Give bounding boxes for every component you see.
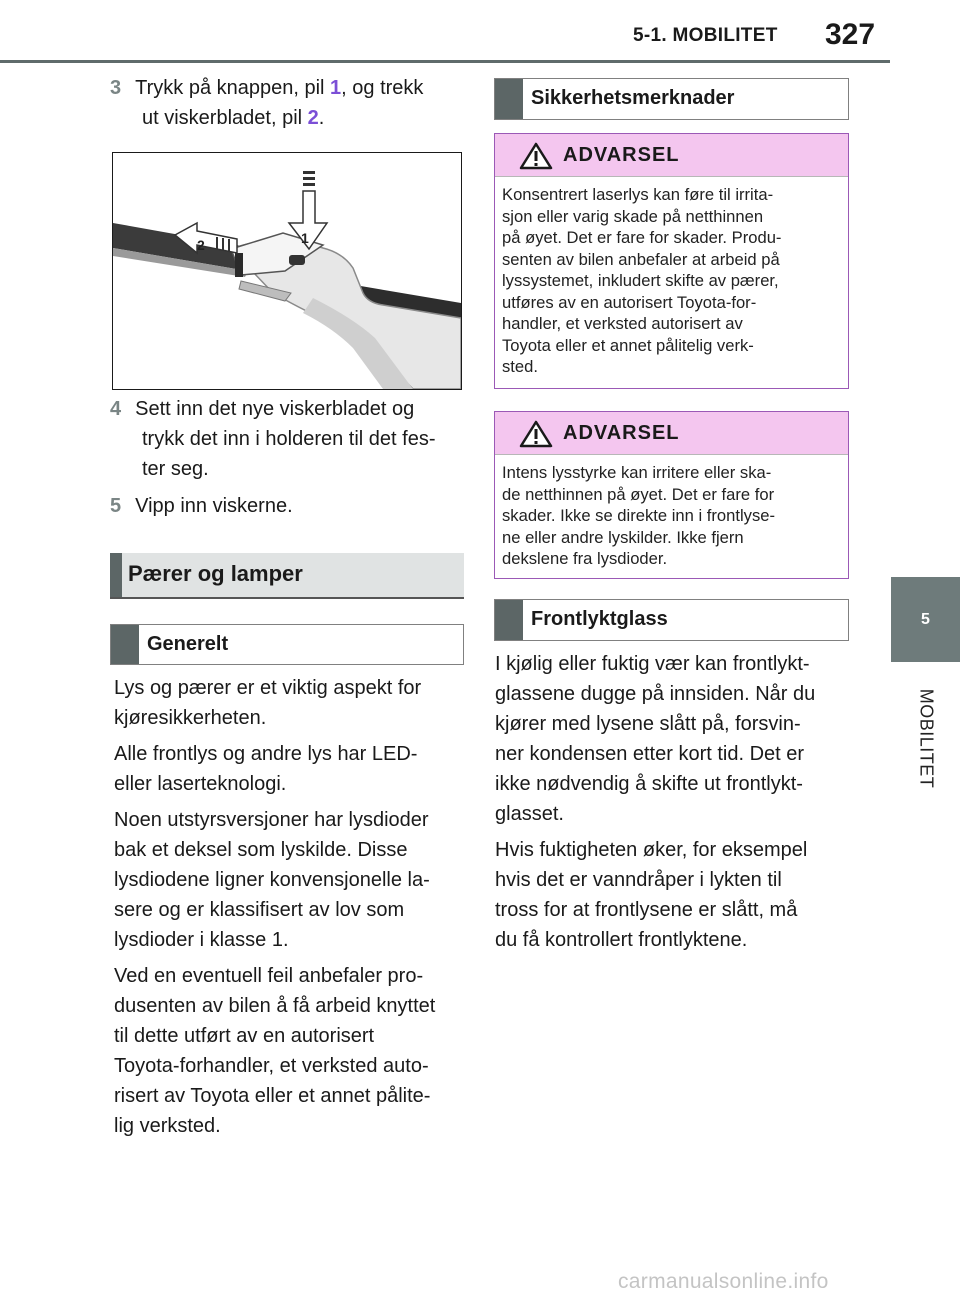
step-number: 4 xyxy=(110,398,122,420)
heading-accent-bar xyxy=(110,553,122,597)
warning-text: Konsentrert laserlys kan føre til irrita- sjon eller varig skade på netthinnen på øyet. Det er fare for skader. Produ- senten av bilen anbefaler at arbeid på lyssystemet, inkludert skifte av pærer, utføres av en autorisert Toyota-for- handler, et verksted autorisert av Toyota eller et annet pålitelig verk- sted. xyxy=(502,185,782,376)
page-number: 327 xyxy=(825,18,876,51)
step-4: 4 Sett inn det nye viskerbladet og trykk det inn i holderen til det fes- ter seg. xyxy=(110,398,436,480)
arrow-ref-2: 2 xyxy=(307,107,319,129)
arrow-ref-1: 1 xyxy=(330,77,342,99)
wiper-blade-illustration xyxy=(113,153,461,389)
watermark: carmanualsonline.info xyxy=(618,1270,829,1293)
subsection-heading-general xyxy=(110,624,464,665)
right-body-text xyxy=(495,649,855,955)
figure-callout-2: 2 xyxy=(197,237,205,253)
subsection-title: Generelt xyxy=(147,633,229,655)
section-title: Pærer og lamper xyxy=(128,561,303,586)
chapter-tab-label: MOBILITET xyxy=(916,688,937,788)
warning-triangle-icon xyxy=(519,142,553,170)
paragraph: Lys og pærer er et viktig aspekt for kjøresikkerheten. xyxy=(114,677,422,729)
warning-label: ADVARSEL xyxy=(563,144,680,166)
paragraph: I kjølig eller fuktig vær kan frontlykt- glassene dugge på innsiden. Når du kjører med lysene slått på, forsvin- ner kondensen etter kort tid. Det er ikke nødvendig å skifte ut frontlykt- glasset. xyxy=(495,653,816,825)
heading-title: Frontlyktglass xyxy=(531,608,668,630)
warning-header xyxy=(495,134,848,177)
step-3: 3 Trykk på knappen, pil 1, og trekk ut viskerbladet, pil 2. xyxy=(110,77,424,129)
step-number: 5 xyxy=(110,495,122,517)
warning-box-laser xyxy=(494,133,849,389)
paragraph: Noen utstyrsversjoner har lysdioder bak et deksel som lyskilde. Disse lysdiodene ligner konvensjonelle la- sere og er klassifisert av lov som lysdioder i klasse 1. xyxy=(114,809,430,951)
heading-title: Sikkerhetsmerknader xyxy=(531,87,735,109)
header-rule xyxy=(0,60,890,63)
section-heading-lamps xyxy=(110,553,464,599)
warning-triangle-icon xyxy=(519,420,553,448)
step-5: 5 Vipp inn viskerne. xyxy=(110,495,293,517)
chapter-tab-number: 5 xyxy=(891,577,960,662)
figure-callout-1: 1 xyxy=(301,230,309,246)
wiper-blade-figure xyxy=(112,152,462,390)
paragraph: Ved en eventuell feil anbefaler pro- dusenten av bilen å få arbeid knyttet til dette utført av en autorisert Toyota-forhandler, et verksted auto- risert av Toyota eller et annet pålite- lig verksted. xyxy=(114,965,436,1137)
headlight-glass-heading xyxy=(494,599,849,641)
warning-box-brightness xyxy=(494,411,849,579)
paragraph: Alle frontlys og andre lys har LED- eller laserteknologi. xyxy=(114,743,418,795)
warning-label: ADVARSEL xyxy=(563,422,680,444)
left-body-text xyxy=(114,673,474,1141)
warning-text: Intens lysstyrke kan irritere eller ska- de netthinnen på øyet. Det er fare for skader. Ikke se direkte inn i frontlyse- ne eller andre lyskilder. Ikke fjern dekslene fra lysdioder. xyxy=(502,463,775,568)
running-header-section: 5-1. MOBILITET xyxy=(633,25,778,46)
step-number: 3 xyxy=(110,77,122,99)
warning-header xyxy=(495,412,848,455)
paragraph: Hvis fuktigheten øker, for eksempel hvis det er vanndråper i lykten til tross for at frontlysene er slått, må du få kontrollert frontlyktene. xyxy=(495,839,808,951)
safety-notes-heading xyxy=(494,78,849,120)
